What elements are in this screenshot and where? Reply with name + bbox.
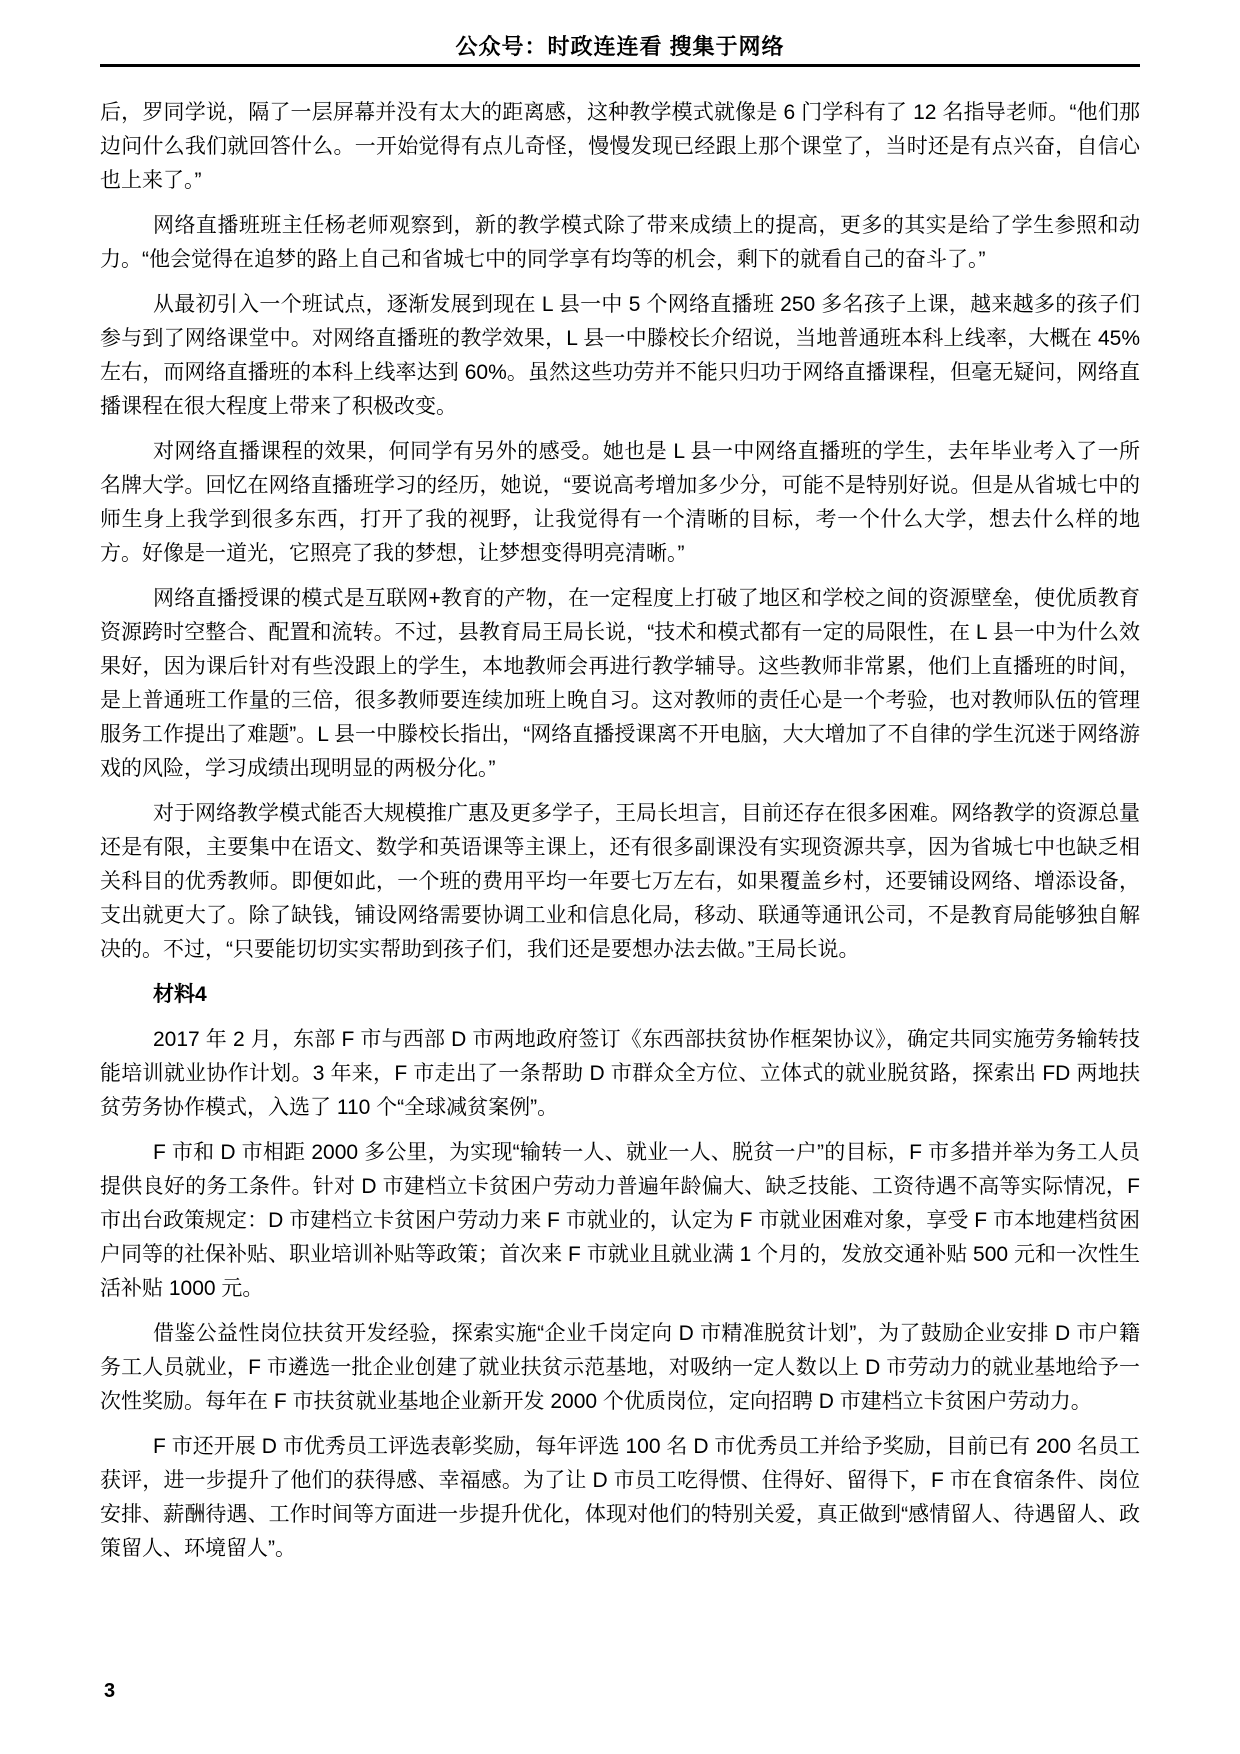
paragraph: 对于网络教学模式能否大规模推广惠及更多学子，王局长坦言，目前还存在很多困难。网络教学的资源总量还是有限，主要集中在语文、数学和英语课等主课上，还有很多副课没有实现资源共享，因为省城七中也缺乏相关科目的优秀教师。即便如此，一个班的费用平均一年要七万左右，如果覆盖乡村，还要铺设网络、增添设备，支出就更大了。除了缺钱，铺设网络需要协调工业和信息化局，移动、联通等通讯公司，不是教育局能够独自解决的。不过，“只要能切切实实帮助到孩子们，我们还是要想办法去做。”王局长说。: [100, 802, 1140, 961]
paragraph: 2017 年 2 月，东部 F 市与西部 D 市两地政府签订《东西部扶贫协作框架协议》，确定共同实施劳务输转技能培训就业协作计划。3 年来，F 市走出了一条帮助 D 市群众全方位、立体式的就业脱贫路，探索出 FD 两地扶贫劳务协作模式，入选了 110 个“全球减贫案例”。: [100, 1028, 1140, 1119]
paragraph: 网络直播班班主任杨老师观察到，新的教学模式除了带来成绩上的提高，更多的其实是给了学生参照和动力。“他会觉得在追梦的路上自己和省城七中的同学享有均等的机会，剩下的就看自己的奋斗了。”: [100, 214, 1140, 271]
paragraph: 网络直播授课的模式是互联网+教育的产物，在一定程度上打破了地区和学校之间的资源壁垒，使优质教育资源跨时空整合、配置和流转。不过，县教育局王局长说，“技术和模式都有一定的局限性，在 L 县一中为什么效果好，因为课后针对有些没跟上的学生，本地教师会再进行教学辅导。这些教师非常累，他们上直播班的时间，是上普通班工作量的三倍，很多教师要连续加班上晚自习。这对教师的责任心是一个考验，也对教师队伍的管理服务工作提出了难题”。L 县一中滕校长指出，“网络直播授课离不开电脑，大大增加了不自律的学生沉迷于网络游戏的风险，学习成绩出现明显的两极分化。”: [100, 587, 1140, 780]
page-header-title: 公众号：时政连连看 搜集于网络: [455, 34, 785, 59]
document-body: [100, 96, 1140, 1566]
section-heading-material-4: 材料4: [153, 983, 207, 1006]
paragraph: 对网络直播课程的效果，何同学有另外的感受。她也是 L 县一中网络直播班的学生，去年毕业考入了一所名牌大学。回忆在网络直播班学习的经历，她说，“要说高考增加多少分，可能不是特别好说。但是从省城七中的师生身上我学到很多东西，打开了我的视野，让我觉得有一个清晰的目标，考一个什么大学，想去什么样的地方。好像是一道光，它照亮了我的梦想，让梦想变得明亮清晰。”: [100, 440, 1140, 565]
page-number: 3: [104, 1680, 116, 1702]
paragraph: F 市和 D 市相距 2000 多公里，为实现“输转一人、就业一人、脱贫一户”的目标，F 市多措并举为务工人员提供良好的务工条件。针对 D 市建档立卡贫困户劳动力普遍年龄偏大、缺乏技能、工资待遇不高等实际情况，F 市出台政策规定：D 市建档立卡贫困户劳动力来 F 市就业的，认定为 F 市就业困难对象，享受 F 市本地建档贫困户同等的社保补贴、职业培训补贴等政策；首次来 F 市就业且就业满 1 个月的，发放交通补贴 500 元和一次性生活补贴 1000 元。: [100, 1141, 1140, 1300]
paragraph: 借鉴公益性岗位扶贫开发经验，探索实施“企业千岗定向 D 市精准脱贫计划”，为了鼓励企业安排 D 市户籍务工人员就业，F 市遴选一批企业创建了就业扶贫示范基地，对吸纳一定人数以上 D 市劳动力的就业基地给予一次性奖励。每年在 F 市扶贫就业基地企业新开发 2000 个优质岗位，定向招聘 D 市建档立卡贫困户劳动力。: [100, 1322, 1140, 1413]
paragraph: F 市还开展 D 市优秀员工评选表彰奖励，每年评选 100 名 D 市优秀员工并给予奖励，目前已有 200 名员工获评，进一步提升了他们的获得感、幸福感。为了让 D 市员工吃得惯、住得好、留得下，F 市在食宿条件、岗位安排、薪酬待遇、工作时间等方面进一步提升优化，体现对他们的特别关爱，真正做到“感情留人、待遇留人、政策留人、环境留人”。: [100, 1435, 1140, 1560]
paragraph: 从最初引入一个班试点，逐渐发展到现在 L 县一中 5 个网络直播班 250 多名孩子上课，越来越多的孩子们参与到了网络课堂中。对网络直播班的教学效果，L 县一中滕校长介绍说，当地普通班本科上线率，大概在 45%左右，而网络直播班的本科上线率达到 60%。虽然这些功劳并不能只归功于网络直播课程，但毫无疑问，网络直播课程在很大程度上带来了积极改变。: [100, 293, 1140, 418]
header-divider-line: [100, 64, 1140, 67]
paragraph-continuation: 后，罗同学说，隔了一层屏幕并没有太大的距离感，这种教学模式就像是 6 门学科有了 12 名指导老师。“他们那边问什么我们就回答什么。一开始觉得有点儿奇怪，慢慢发现已经跟上那个课堂了，当时还是有点兴奋，自信心也上来了。”: [100, 101, 1140, 192]
